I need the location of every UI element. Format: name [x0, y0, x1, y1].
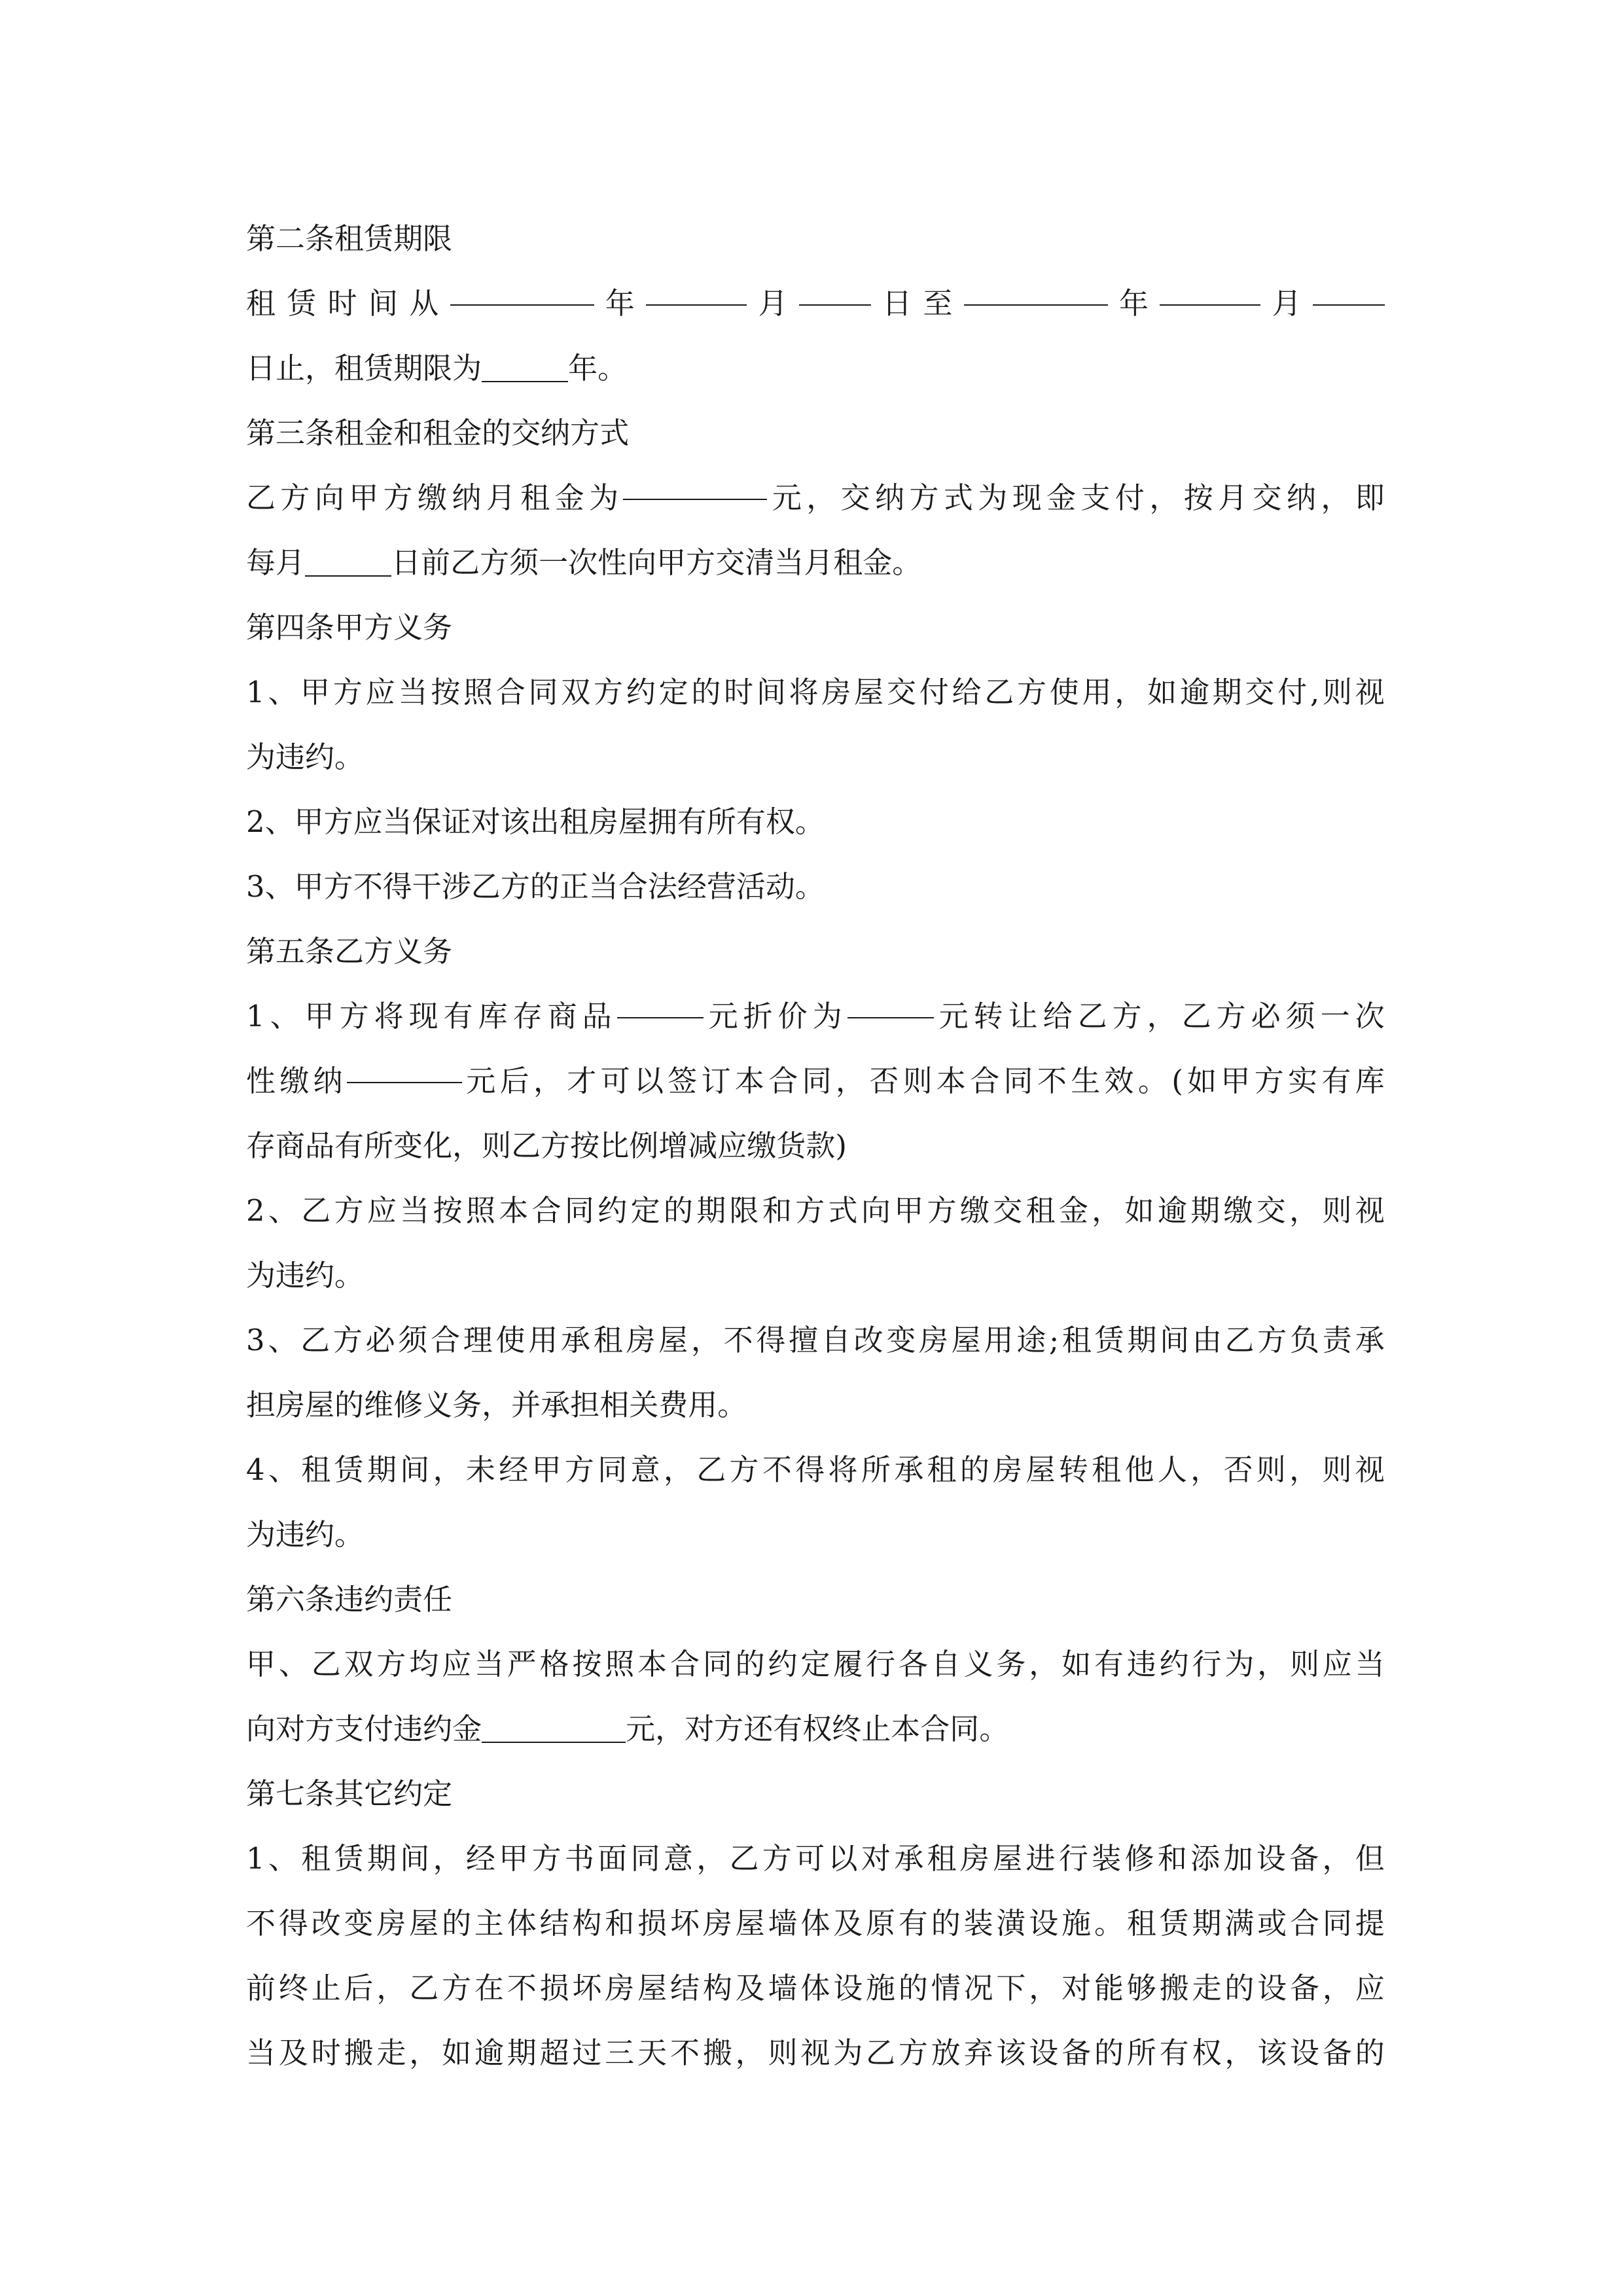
article-5-item-1-line-1: 1 、 甲 方 将 现 有 库 存 商 品 元 折 价 为 元 转 让 给 乙 方 ， 乙 方 必 须 一 次	[246, 984, 1385, 1049]
article-2-line-2: 日止，租赁期限为 年。	[246, 351, 628, 386]
fill-in-blank	[482, 351, 568, 382]
fill-in-blank	[1160, 275, 1260, 306]
document-body	[246, 206, 1385, 2085]
article-4-item-1-line-1: 1 、 甲 方 应 当 按 照 合 同 双 方 约 定 的 时 间 将 房 屋 交 付 给 乙 方 使 用 ， 如 逾 期 交 付 , 则 视	[246, 675, 1385, 709]
article-5-heading: 第五条乙方义务	[246, 934, 453, 969]
fill-in-blank	[305, 546, 391, 577]
article-5-item-4-line-2: 为违约。	[246, 1517, 365, 1552]
article-6-heading: 第六条违约责任	[246, 1582, 453, 1617]
article-5-item-4-line-1: 4 、 租 赁 期 间 ， 未 经 甲 方 同 意 ， 乙 方 不 得 将 所 承 租 的 房 屋 转 租 他 人 ， 否 则 ， 则 视	[246, 1452, 1385, 1487]
fill-in-blank	[964, 275, 1108, 306]
article-5-item-3-line-1: 3 、 乙 方 必 须 合 理 使 用 承 租 房 屋 ， 不 得 擅 自 改 变 房 屋 用 途 ; 租 赁 期 间 由 乙 方 负 责 承	[246, 1323, 1385, 1357]
fill-in-blank	[450, 275, 594, 306]
article-5-item-2-line-2: 为违约。	[246, 1258, 365, 1293]
article-3-heading: 第三条租金和租金的交纳方式	[246, 416, 630, 450]
article-5-item-1-line-2: 性 缴 纳 元 后 ， 才 可 以 签 订 本 合 同 ， 否 则 本 合 同 不 生 效 。 ( 如 甲 方 实 有 库	[246, 1049, 1385, 1113]
fill-in-blank	[623, 469, 767, 500]
article-7-heading: 第七条其它约定	[246, 1776, 453, 1811]
article-6-line-1: 甲 、 乙 双 方 均 应 当 严 格 按 照 本 合 同 的 约 定 履 行 各 自 义 务 ， 如 有 违 约 行 为 ， 则 应 当	[246, 1647, 1385, 1681]
article-7-item-1-line-3: 前 终 止 后 ， 乙 方 在 不 损 坏 房 屋 结 构 及 墙 体 设 施 的 情 况 下 ， 对 能 够 搬 走 的 设 备 ， 应	[246, 1971, 1385, 2005]
fill-in-blank	[482, 1712, 626, 1743]
article-2-heading: 第二条租赁期限	[246, 221, 453, 256]
fill-in-blank	[617, 988, 704, 1018]
article-7-item-1-line-1: 1 、 租 赁 期 间 ， 经 甲 方 书 面 同 意 ， 乙 方 可 以 对 承 租 房 屋 进 行 装 修 和 添 加 设 备 ， 但	[246, 1841, 1385, 1876]
fill-in-blank	[646, 275, 747, 306]
article-4-item-3: 3、甲方不得干涉乙方的正当合法经营活动。	[246, 869, 825, 904]
article-5-item-1-line-3: 存商品有所变化，则乙方按比例增减应缴货款)	[246, 1128, 847, 1163]
article-2-line-1: 租 赁 时 间 从 年 月 日 至 年 月	[246, 271, 1385, 336]
article-7-item-1-line-2: 不 得 改 变 房 屋 的 主 体 结 构 和 损 坏 房 屋 墙 体 及 原 有 的 装 潢 设 施 。 租 赁 期 满 或 合 同 提	[246, 1906, 1385, 1941]
fill-in-blank	[799, 275, 871, 306]
fill-in-blank	[847, 988, 934, 1018]
article-5-item-2-line-1: 2 、 乙 方 应 当 按 照 本 合 同 约 定 的 期 限 和 方 式 向 甲 方 缴 交 租 金 ， 如 逾 期 缴 交 ， 则 视	[246, 1193, 1385, 1228]
article-4-heading: 第四条甲方义务	[246, 610, 453, 645]
article-4-item-2: 2、甲方应当保证对该出租房屋拥有所有权。	[246, 804, 825, 839]
article-3-line-2: 每月 日前乙方须一次性向甲方交清当月租金。	[246, 545, 922, 580]
article-6-line-2: 向对方支付违约金 元，对方还有权终止本合同。	[246, 1712, 1009, 1746]
article-4-item-1-line-2: 为违约。	[246, 740, 365, 774]
article-7-item-1-line-4: 当 及 时 搬 走 ， 如 逾 期 超 过 三 天 不 搬 ， 则 视 为 乙 方 放 弃 该 设 备 的 所 有 权 ， 该 设 备 的	[246, 2036, 1385, 2070]
fill-in-blank	[347, 1052, 462, 1083]
article-5-item-3-line-2: 担房屋的维修义务，并承担相关费用。	[246, 1388, 747, 1422]
fill-in-blank	[1313, 275, 1385, 306]
article-3-line-1: 乙 方 向 甲 方 缴 纳 月 租 金 为 元 ， 交 纳 方 式 为 现 金 支 付 ， 按 月 交 纳 ， 即	[246, 465, 1385, 530]
